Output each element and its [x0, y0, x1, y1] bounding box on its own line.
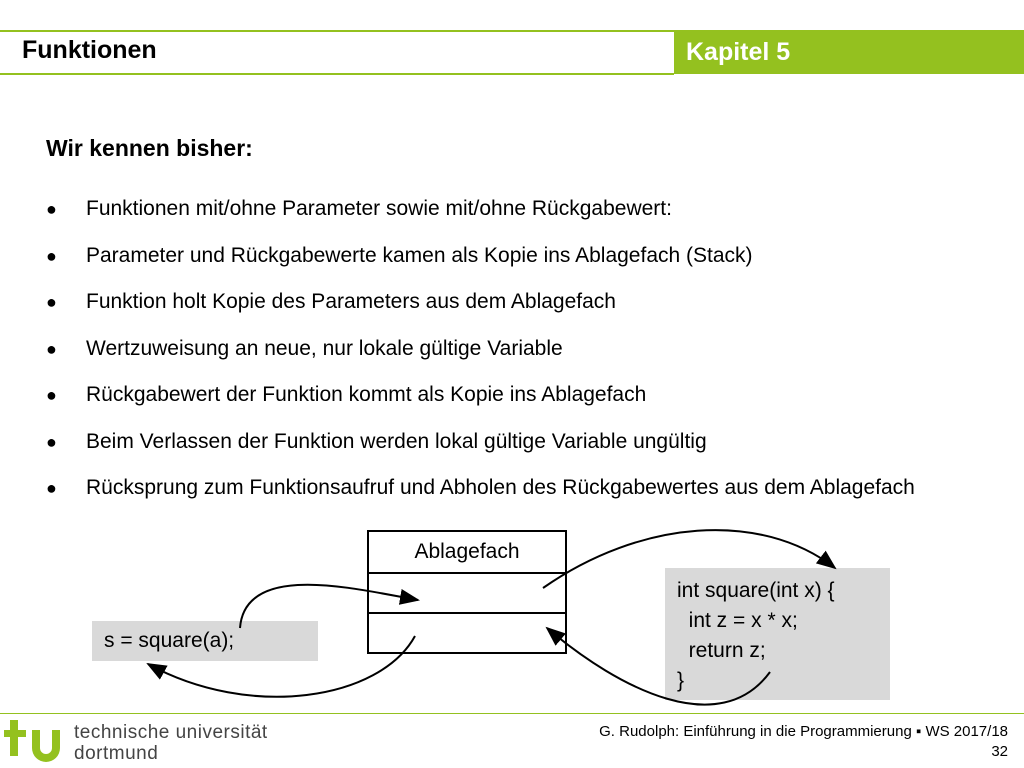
bullet-text: Parameter und Rückgabewerte kamen als Kopie ins Ablagefach (Stack) [86, 243, 753, 267]
tu-logo-icon [4, 718, 68, 764]
stack-label: Ablagefach [414, 540, 520, 563]
university-line: technische universität [74, 722, 268, 743]
credit-line: G. Rudolph: Einführung in die Programmierung ▪ WS 2017/18 [599, 723, 1008, 740]
arrow-call-to-stack [240, 585, 418, 628]
bullet-text: Beim Verlassen der Funktion werden lokal gültige Variable ungültig [86, 429, 707, 453]
bullet-text: Rückgabewert der Funktion kommt als Kopie ins Ablagefach [86, 383, 647, 406]
bullet-dot-icon: ● [46, 245, 57, 266]
footer-line [0, 713, 1024, 714]
bullet-text: Funktionen mit/ohne Parameter sowie mit/ohne Rückgabewert: [86, 197, 672, 220]
university-line: dortmund [74, 743, 159, 764]
bullet-dot-icon: ● [46, 431, 57, 452]
subtitle: Wir kennen bisher: [46, 135, 253, 161]
bullet-dot-icon: ● [46, 385, 57, 405]
bullet-dot-icon: ● [46, 292, 57, 312]
call-code-block: s = square(a); [92, 621, 318, 661]
bullet-text: Rücksprung zum Funktionsaufruf und Abholen des Rückgabewertes aus dem Ablagefach [86, 476, 915, 499]
bullet-text: Wertzuweisung an neue, nur lokale gültige Variable [86, 336, 563, 360]
code-line: int z = x * x; [677, 609, 798, 632]
bullet-text: Funktion holt Kopie des Parameters aus dem Ablagefach [86, 290, 616, 313]
bullet-dot-icon: ● [46, 338, 57, 359]
footer-credit [599, 722, 1008, 762]
bullet-dot-icon: ● [46, 199, 57, 219]
chapter-badge: Kapitel 5 [674, 30, 1024, 74]
arrow-stack-to-call [148, 636, 415, 697]
code-line: return z; [677, 639, 766, 662]
bullet-dot-icon: ● [46, 478, 57, 498]
arrow-function-to-stack [547, 628, 770, 705]
page-number: 32 [991, 743, 1008, 760]
code-line: } [677, 669, 685, 692]
university-name [74, 722, 268, 764]
code-line: int square(int x) { [677, 579, 835, 602]
slide-title: Funktionen [22, 36, 157, 64]
arrow-stack-to-function [543, 530, 835, 588]
